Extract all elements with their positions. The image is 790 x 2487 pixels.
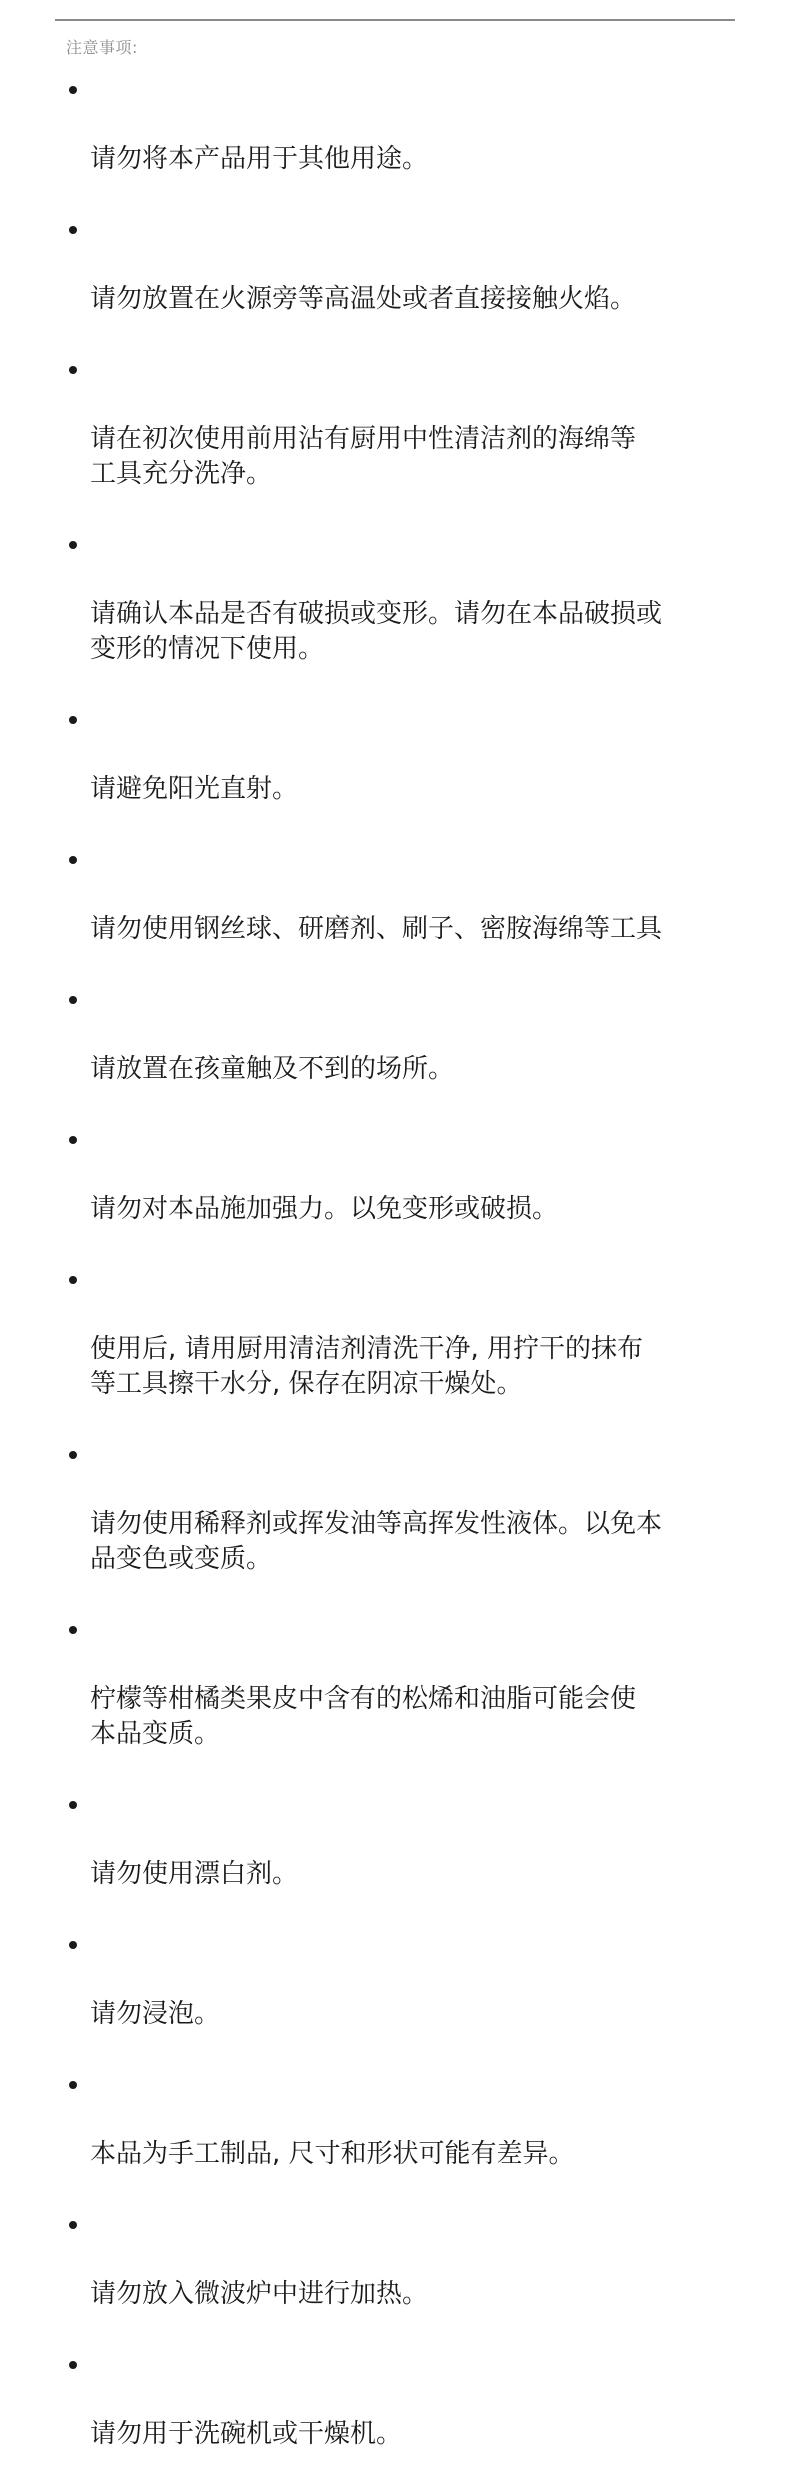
list-item [66,1612,738,1787]
bullet-icon [69,541,77,549]
top-divider [55,19,735,21]
bullet-icon [69,1451,77,1459]
list-item [66,527,738,702]
notice-text: 请勿放入微波炉中进行加热。 [90,2279,429,2309]
bullet-icon [69,1626,77,1634]
notice-text: 请勿使用钢丝球、研磨剂、刷子、密胺海绵等工具 [90,914,663,944]
notice-text: 本品为手工制品, 尺寸和形状可能有差异。 [90,2139,575,2169]
bullet-icon [69,996,77,1004]
bullet-icon [69,2361,77,2369]
list-item [66,1437,738,1612]
bullet-icon [69,2081,77,2089]
notice-text: 请勿放置在火源旁等高温处或者直接接触火焰。 [90,284,637,314]
notice-text: 请避免阳光直射。 [90,774,299,804]
list-item [66,72,738,212]
list-item [66,842,738,982]
notice-text: 使用后, 请用厨用清洁剂清洗干净, 用拧干的抹布 等工具擦干水分, 保存在阴凉干燥处。 [90,1334,644,1399]
list-item [66,2067,738,2207]
list-item [66,212,738,352]
list-item [66,1787,738,1927]
list-item [66,2347,738,2487]
notice-text: 请在初次使用前用沾有厨用中性清洁剂的海绵等 工具充分洗净。 [90,424,637,489]
list-item [66,2207,738,2347]
list-item [66,352,738,527]
notice-text: 请确认本品是否有破损或变形。请勿在本品破损或 变形的情况下使用。 [90,599,663,664]
section-label: 注意事项: [66,38,138,57]
list-item [66,1927,738,2067]
list-item [66,702,738,842]
bullet-icon [69,366,77,374]
bullet-icon [69,1941,77,1949]
notice-text: 请勿对本品施加强力。以免变形或破损。 [90,1194,559,1224]
list-item [66,982,738,1122]
bullet-icon [69,856,77,864]
bullet-icon [69,2221,77,2229]
bullet-icon [69,1136,77,1144]
notice-text: 请勿使用漂白剂。 [90,1859,299,1889]
notice-text: 请放置在孩童触及不到的场所。 [90,1054,455,1084]
notice-text: 柠檬等柑橘类果皮中含有的松烯和油脂可能会使 本品变质。 [90,1684,637,1749]
notice-text: 请勿用于洗碗机或干燥机。 [90,2419,403,2449]
bullet-icon [69,226,77,234]
notice-list [66,72,738,2487]
notice-text: 请勿将本产品用于其他用途。 [90,144,429,174]
bullet-icon [69,86,77,94]
bullet-icon [69,1276,77,1284]
bullet-icon [69,716,77,724]
list-item [66,1262,738,1437]
notice-text: 请勿浸泡。 [90,1999,221,2029]
bullet-icon [69,1801,77,1809]
notice-text: 请勿使用稀释剂或挥发油等高挥发性液体。以免本 品变色或变质。 [90,1509,663,1574]
list-item [66,1122,738,1262]
